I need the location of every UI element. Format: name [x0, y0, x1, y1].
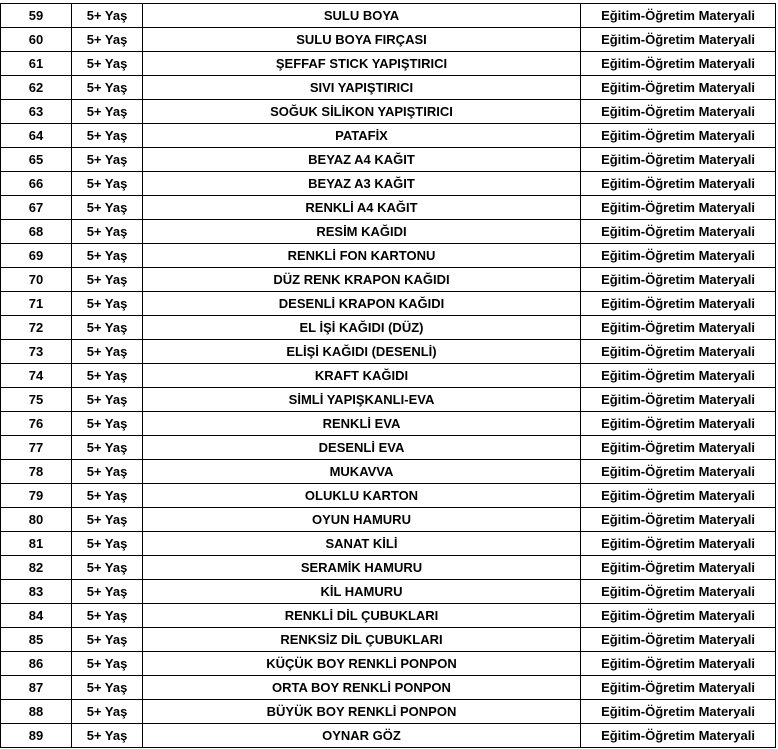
row-number-cell: 67 — [1, 196, 72, 220]
table-row — [1, 700, 776, 724]
category-cell: Eğitim-Öğretim Materyali — [581, 52, 776, 76]
row-number-cell: 73 — [1, 340, 72, 364]
material-name-cell: EL İŞİ KAĞIDI (DÜZ) — [143, 316, 581, 340]
age-cell: 5+ Yaş — [72, 100, 143, 124]
table-row — [1, 364, 776, 388]
table-row — [1, 724, 776, 748]
age-cell: 5+ Yaş — [72, 388, 143, 412]
age-cell: 5+ Yaş — [72, 364, 143, 388]
material-name-cell: PATAFİX — [143, 124, 581, 148]
row-number-cell: 62 — [1, 76, 72, 100]
category-cell: Eğitim-Öğretim Materyali — [581, 700, 776, 724]
table-row — [1, 436, 776, 460]
age-cell: 5+ Yaş — [72, 220, 143, 244]
table-row — [1, 508, 776, 532]
row-number-cell: 75 — [1, 388, 72, 412]
age-cell: 5+ Yaş — [72, 148, 143, 172]
material-name-cell: OYUN HAMURU — [143, 508, 581, 532]
category-cell: Eğitim-Öğretim Materyali — [581, 124, 776, 148]
material-name-cell: BÜYÜK BOY RENKLİ PONPON — [143, 700, 581, 724]
age-cell: 5+ Yaş — [72, 604, 143, 628]
row-number-cell: 78 — [1, 460, 72, 484]
material-name-cell: RENKLİ FON KARTONU — [143, 244, 581, 268]
material-name-cell: RENKLİ EVA — [143, 412, 581, 436]
category-cell: Eğitim-Öğretim Materyali — [581, 508, 776, 532]
row-number-cell: 76 — [1, 412, 72, 436]
table-row — [1, 268, 776, 292]
category-cell: Eğitim-Öğretim Materyali — [581, 268, 776, 292]
material-name-cell: OYNAR GÖZ — [143, 724, 581, 748]
material-name-cell: KÜÇÜK BOY RENKLİ PONPON — [143, 652, 581, 676]
category-cell: Eğitim-Öğretim Materyali — [581, 172, 776, 196]
row-number-cell: 84 — [1, 604, 72, 628]
row-number-cell: 83 — [1, 580, 72, 604]
category-cell: Eğitim-Öğretim Materyali — [581, 316, 776, 340]
age-cell: 5+ Yaş — [72, 4, 143, 28]
material-name-cell: BEYAZ A3 KAĞIT — [143, 172, 581, 196]
table-row — [1, 52, 776, 76]
age-cell: 5+ Yaş — [72, 700, 143, 724]
row-number-cell: 81 — [1, 532, 72, 556]
materials-table-body — [1, 4, 776, 748]
age-cell: 5+ Yaş — [72, 292, 143, 316]
category-cell: Eğitim-Öğretim Materyali — [581, 196, 776, 220]
table-row — [1, 412, 776, 436]
row-number-cell: 68 — [1, 220, 72, 244]
category-cell: Eğitim-Öğretim Materyali — [581, 628, 776, 652]
table-row — [1, 28, 776, 52]
material-name-cell: DESENLİ EVA — [143, 436, 581, 460]
age-cell: 5+ Yaş — [72, 412, 143, 436]
category-cell: Eğitim-Öğretim Materyali — [581, 556, 776, 580]
row-number-cell: 66 — [1, 172, 72, 196]
material-name-cell: SULU BOYA — [143, 4, 581, 28]
category-cell: Eğitim-Öğretim Materyali — [581, 652, 776, 676]
age-cell: 5+ Yaş — [72, 316, 143, 340]
material-name-cell: RENKLİ DİL ÇUBUKLARI — [143, 604, 581, 628]
material-name-cell: DESENLİ KRAPON KAĞIDI — [143, 292, 581, 316]
table-row — [1, 100, 776, 124]
age-cell: 5+ Yaş — [72, 724, 143, 748]
row-number-cell: 70 — [1, 268, 72, 292]
age-cell: 5+ Yaş — [72, 172, 143, 196]
category-cell: Eğitim-Öğretim Materyali — [581, 436, 776, 460]
table-row — [1, 172, 776, 196]
table-row — [1, 556, 776, 580]
material-name-cell: ELİŞİ KAĞIDI (DESENLİ) — [143, 340, 581, 364]
row-number-cell: 59 — [1, 4, 72, 28]
material-name-cell: SİMLİ YAPIŞKANLI-EVA — [143, 388, 581, 412]
category-cell: Eğitim-Öğretim Materyali — [581, 100, 776, 124]
material-name-cell: SOĞUK SİLİKON YAPIŞTIRICI — [143, 100, 581, 124]
age-cell: 5+ Yaş — [72, 676, 143, 700]
table-row — [1, 460, 776, 484]
material-name-cell: RENKSİZ DİL ÇUBUKLARI — [143, 628, 581, 652]
table-row — [1, 220, 776, 244]
material-name-cell: DÜZ RENK KRAPON KAĞIDI — [143, 268, 581, 292]
material-name-cell: SANAT KİLİ — [143, 532, 581, 556]
material-name-cell: SERAMİK HAMURU — [143, 556, 581, 580]
material-name-cell: ORTA BOY RENKLİ PONPON — [143, 676, 581, 700]
category-cell: Eğitim-Öğretim Materyali — [581, 292, 776, 316]
age-cell: 5+ Yaş — [72, 244, 143, 268]
category-cell: Eğitim-Öğretim Materyali — [581, 412, 776, 436]
category-cell: Eğitim-Öğretim Materyali — [581, 4, 776, 28]
table-row — [1, 388, 776, 412]
row-number-cell: 86 — [1, 652, 72, 676]
category-cell: Eğitim-Öğretim Materyali — [581, 148, 776, 172]
material-name-cell: BEYAZ A4 KAĞIT — [143, 148, 581, 172]
age-cell: 5+ Yaş — [72, 556, 143, 580]
table-row — [1, 4, 776, 28]
category-cell: Eğitim-Öğretim Materyali — [581, 580, 776, 604]
age-cell: 5+ Yaş — [72, 460, 143, 484]
row-number-cell: 65 — [1, 148, 72, 172]
table-row — [1, 340, 776, 364]
material-name-cell: RENKLİ A4 KAĞIT — [143, 196, 581, 220]
age-cell: 5+ Yaş — [72, 52, 143, 76]
age-cell: 5+ Yaş — [72, 76, 143, 100]
category-cell: Eğitim-Öğretim Materyali — [581, 28, 776, 52]
table-row — [1, 628, 776, 652]
age-cell: 5+ Yaş — [72, 508, 143, 532]
age-cell: 5+ Yaş — [72, 580, 143, 604]
row-number-cell: 61 — [1, 52, 72, 76]
age-cell: 5+ Yaş — [72, 28, 143, 52]
material-name-cell: RESİM KAĞIDI — [143, 220, 581, 244]
row-number-cell: 89 — [1, 724, 72, 748]
category-cell: Eğitim-Öğretim Materyali — [581, 364, 776, 388]
row-number-cell: 88 — [1, 700, 72, 724]
table-row — [1, 124, 776, 148]
age-cell: 5+ Yaş — [72, 268, 143, 292]
row-number-cell: 71 — [1, 292, 72, 316]
row-number-cell: 87 — [1, 676, 72, 700]
row-number-cell: 63 — [1, 100, 72, 124]
row-number-cell: 60 — [1, 28, 72, 52]
age-cell: 5+ Yaş — [72, 484, 143, 508]
material-name-cell: KİL HAMURU — [143, 580, 581, 604]
category-cell: Eğitim-Öğretim Materyali — [581, 532, 776, 556]
age-cell: 5+ Yaş — [72, 340, 143, 364]
table-row — [1, 580, 776, 604]
table-row — [1, 292, 776, 316]
age-cell: 5+ Yaş — [72, 628, 143, 652]
age-cell: 5+ Yaş — [72, 436, 143, 460]
table-row — [1, 676, 776, 700]
row-number-cell: 79 — [1, 484, 72, 508]
category-cell: Eğitim-Öğretim Materyali — [581, 244, 776, 268]
table-row — [1, 316, 776, 340]
category-cell: Eğitim-Öğretim Materyali — [581, 676, 776, 700]
table-row — [1, 484, 776, 508]
row-number-cell: 69 — [1, 244, 72, 268]
row-number-cell: 77 — [1, 436, 72, 460]
category-cell: Eğitim-Öğretim Materyali — [581, 460, 776, 484]
materials-table — [0, 3, 776, 748]
age-cell: 5+ Yaş — [72, 652, 143, 676]
category-cell: Eğitim-Öğretim Materyali — [581, 724, 776, 748]
category-cell: Eğitim-Öğretim Materyali — [581, 388, 776, 412]
age-cell: 5+ Yaş — [72, 196, 143, 220]
table-row — [1, 652, 776, 676]
category-cell: Eğitim-Öğretim Materyali — [581, 604, 776, 628]
material-name-cell: ŞEFFAF STICK YAPIŞTIRICI — [143, 52, 581, 76]
table-row — [1, 532, 776, 556]
table-row — [1, 604, 776, 628]
category-cell: Eğitim-Öğretim Materyali — [581, 340, 776, 364]
row-number-cell: 80 — [1, 508, 72, 532]
material-name-cell: MUKAVVA — [143, 460, 581, 484]
material-name-cell: KRAFT KAĞIDI — [143, 364, 581, 388]
table-row — [1, 76, 776, 100]
row-number-cell: 74 — [1, 364, 72, 388]
row-number-cell: 64 — [1, 124, 72, 148]
row-number-cell: 85 — [1, 628, 72, 652]
row-number-cell: 82 — [1, 556, 72, 580]
category-cell: Eğitim-Öğretim Materyali — [581, 484, 776, 508]
table-row — [1, 244, 776, 268]
age-cell: 5+ Yaş — [72, 532, 143, 556]
material-name-cell: SULU BOYA FIRÇASI — [143, 28, 581, 52]
material-name-cell: SIVI YAPIŞTIRICI — [143, 76, 581, 100]
table-row — [1, 196, 776, 220]
material-name-cell: OLUKLU KARTON — [143, 484, 581, 508]
row-number-cell: 72 — [1, 316, 72, 340]
category-cell: Eğitim-Öğretim Materyali — [581, 76, 776, 100]
table-row — [1, 148, 776, 172]
age-cell: 5+ Yaş — [72, 124, 143, 148]
category-cell: Eğitim-Öğretim Materyali — [581, 220, 776, 244]
